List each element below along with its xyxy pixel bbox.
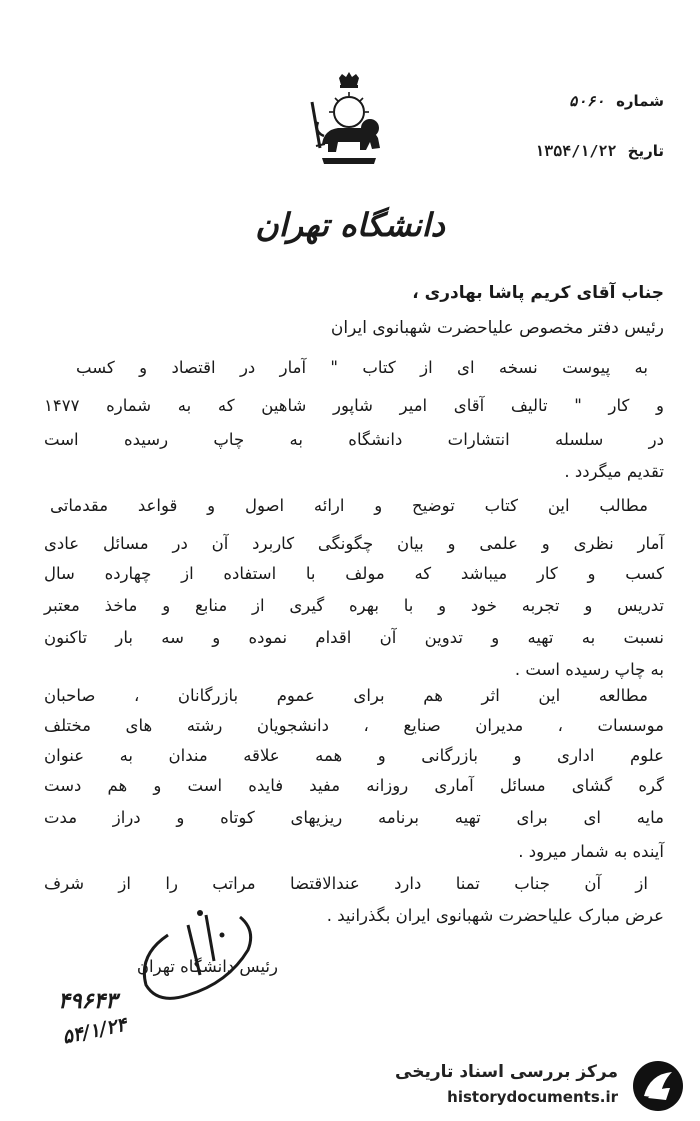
- body-line: مطالب این کتاب توضیح و ارائه اصول و قواعد مقدماتی: [50, 496, 648, 515]
- footer-url[interactable]: historydocuments.ir: [447, 1088, 618, 1106]
- letter-date: [535, 142, 664, 160]
- body-line: نسبت به تهیه و تدوین آن اقدام نموده و سه بار تاکنون: [44, 628, 664, 647]
- handwritten-number: ۴۹۶۴۳: [58, 988, 118, 1014]
- body-line: آینده به شمار میرود .: [518, 842, 664, 861]
- body-line: و کار " تالیف آقای امیر شاپور شاهین که به شماره ۱۴۷۷: [44, 396, 664, 415]
- letter-number: [569, 92, 664, 110]
- body-line: تقدیم میگردد .: [564, 462, 664, 481]
- date-label: تاریخ: [627, 142, 664, 160]
- closing-title: رئیس دانشگاه تهران: [136, 957, 278, 976]
- handwritten-date: ۵۴/۱/۲۴: [60, 1013, 129, 1049]
- lion-and-sun-emblem: [308, 72, 390, 172]
- footer-organization: مرکز بررسی اسناد تاریخی: [395, 1062, 618, 1082]
- signature: [128, 895, 273, 1015]
- body-line: آمار نظری و علمی و بیان چگونگی کاربرد آن در مسائل عادی: [44, 534, 664, 553]
- archive-logo-icon: [626, 1058, 690, 1114]
- body-line: از آن جناب تمنا دارد عندالاقتضا مراتب را از شرف: [44, 874, 648, 893]
- university-title: دانشگاه تهران: [255, 206, 445, 244]
- body-line: موسسات ، مدیران صنایع ، دانشجویان رشته های مختلف: [44, 716, 664, 735]
- number-value: ۵۰۶۰: [568, 92, 605, 110]
- body-line: علوم اداری و بازرگانی و همه علاقه مندان به عنوان: [44, 746, 664, 765]
- addressee-name: جناب آقای کریم پاشا بهادری ،: [412, 283, 664, 303]
- date-value: ۱۳۵۴/۱/۲۲: [535, 142, 617, 160]
- body-line: گره گشای مسائل آماری روزانه مفید فایده است و هم دست: [44, 776, 664, 795]
- body-line: به پیوست نسخه ای از کتاب " آمار در اقتصاد و کسب: [76, 358, 648, 377]
- body-line: مایه ای برای تهیه برنامه ریزیهای کوتاه و دراز مدت: [44, 808, 664, 827]
- body-line: به چاپ رسیده است .: [514, 660, 664, 679]
- body-line: کسب و کار میباشد که مولف با استفاده از چهارده سال: [44, 564, 664, 583]
- number-label: شماره: [616, 92, 664, 110]
- body-line: عرض مبارک علیاحضرت شهبانوی ایران بگذرانید .: [326, 906, 664, 925]
- addressee-title: رئیس دفتر مخصوص علیاحضرت شهبانوی ایران: [330, 318, 664, 338]
- body-line: تدریس و تجربه خود و با بهره گیری از منابع و ماخذ معتبر: [44, 596, 664, 615]
- body-line: در سلسله انتشارات دانشگاه به چاپ رسیده است: [44, 430, 664, 449]
- body-line: مطالعه این اثر هم برای عموم بازرگانان ، صاحبان: [44, 686, 648, 705]
